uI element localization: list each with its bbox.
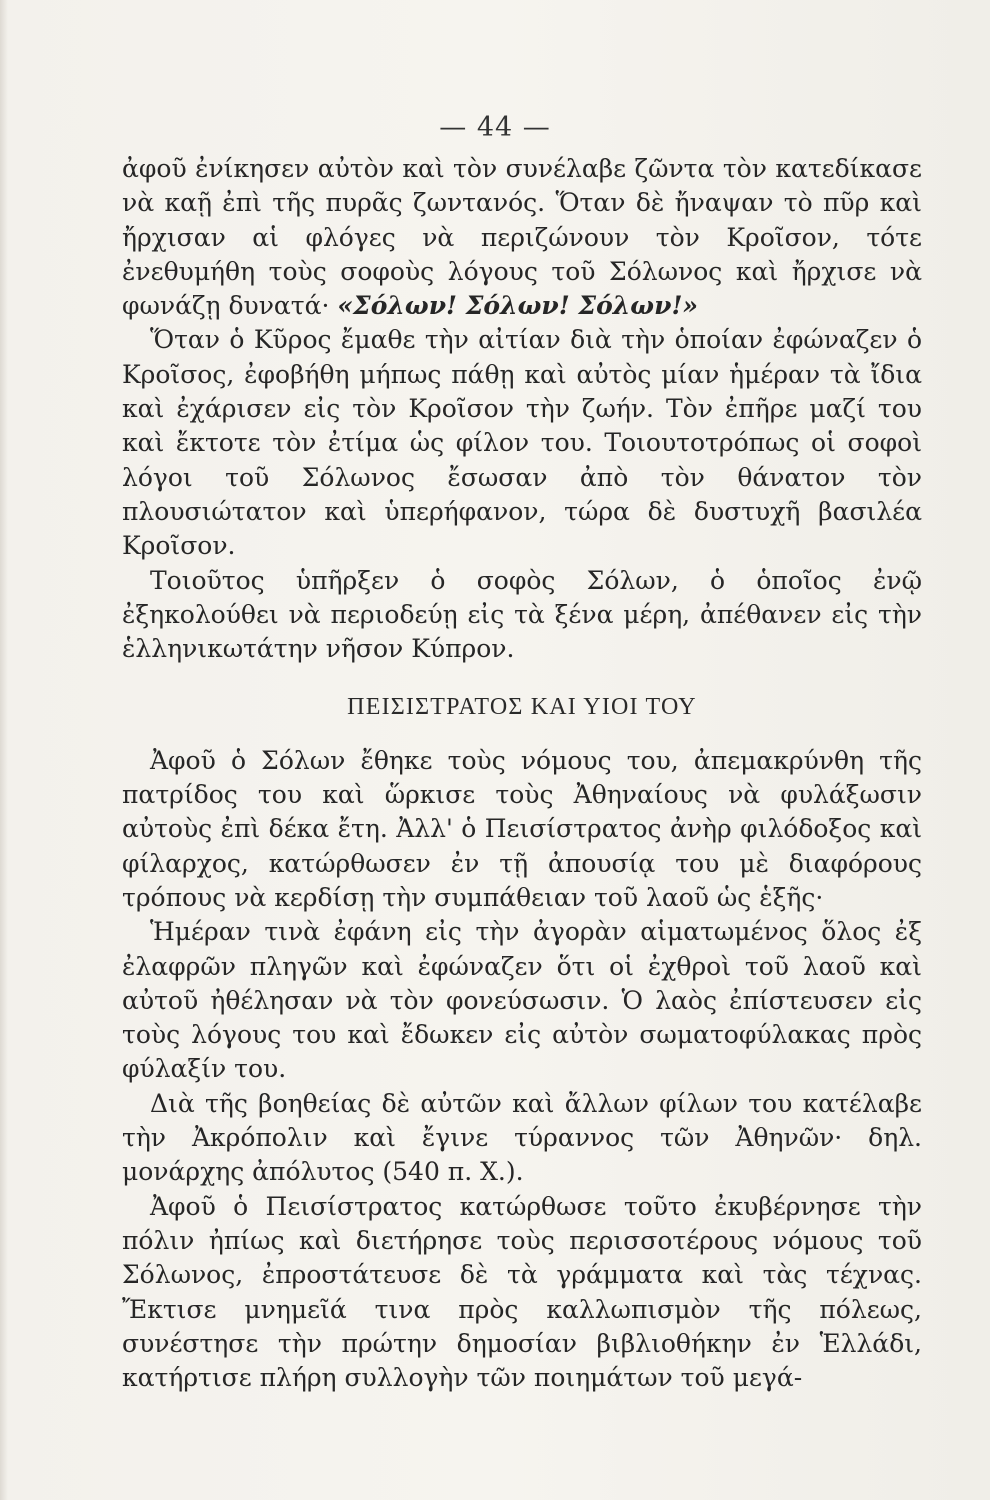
section-heading: ΠΕΙΣΙΣΤΡΑΤΟΣ ΚΑΙ ΥΙΟΙ ΤΟΥ bbox=[347, 694, 697, 721]
solon-exclamation: «Σόλων! Σόλων! Σόλων!» bbox=[337, 291, 699, 321]
paragraph-5: Ἡμέραν τινὰ ἐφάνη εἰς τὴν ἀγορὰν αἱματωμένος ὅλος ἐξ ἐλαφρῶν πληγῶν καὶ ἐφώναζεν ὅτι οἱ ἐχθροὶ τοῦ λαοῦ καὶ αὐτοῦ ἠθέλησαν νὰ τὸν φονεύσωσιν. Ὁ λαὸς ἐπίστευσεν εἰς τοὺς λόγους του καὶ ἔδωκεν εἰς αὐτὸν σωματοφύλακας πρὸς φύλαξίν του. bbox=[122, 917, 922, 1084]
page-edge-shadow bbox=[0, 0, 8, 1500]
paragraph-2: Ὅταν ὁ Κῦρος ἔμαθε τὴν αἰτίαν διὰ τὴν ὁποίαν ἐφώναζεν ὁ Κροῖσος, ἐφοβήθη μήπως πάθῃ καὶ αὐτὸς μίαν ἡμέραν τὰ ἴδια καὶ ἐχάρισεν εἰς τὸν Κροῖσον τὴν ζωήν. Τὸν ἐπῆρε μαζί του καὶ ἔκτοτε τὸν ἐτίμα ὡς φίλον του. Τοιουτοτρόπως οἱ σοφοὶ λόγοι τοῦ Σόλωνος ἔσωσαν ἀπὸ τὸν θάνατον τὸν πλουσιώτατον καὶ ὑπερήφανον, τώρα δὲ δυστυχῆ βασιλέα Κροῖσον. bbox=[122, 325, 922, 561]
paragraph-3: Τοιοῦτος ὑπῆρξεν ὁ σοφὸς Σόλων, ὁ ὁποῖος ἐνῷ ἐξηκολούθει νὰ περιοδεύῃ εἰς τὰ ξένα μέρη, ἀπέθανεν εἰς τὴν ἑλληνικωτάτην νῆσον Κύπρον. bbox=[122, 565, 922, 664]
paragraph-4: Ἀφοῦ ὁ Σόλων ἔθηκε τοὺς νόμους του, ἀπεμακρύνθη τῆς πατρίδος του καὶ ὥρκισε τοὺς Ἀθηναίους νὰ φυλάξωσιν αὐτοὺς ἐπὶ δέκα ἔτη. Ἀλλ' ὁ Πεισίστρατος ἀνὴρ φιλόδοξος καὶ φίλαρχος, κατώρθωσεν ἐν τῇ ἀπουσίᾳ του μὲ διαφόρους τρόπους νὰ κερδίσῃ τὴν συμπάθειαν τοῦ λαοῦ ὡς ἑξῆς· bbox=[122, 745, 922, 912]
paragraph-6: Διὰ τῆς βοηθείας δὲ αὐτῶν καὶ ἄλλων φίλων του κατέλαβε τὴν Ἀκρόπολιν καὶ ἔγινε τύραννος τῶν Ἀθηνῶν· δηλ. μονάρχης ἀπόλυτος (540 π. Χ.). bbox=[122, 1088, 922, 1187]
page-number: — 44 — bbox=[439, 112, 551, 143]
paragraph-1-text: ἀφοῦ ἐνίκησεν αὐτὸν καὶ τὸν συνέλαβε ζῶντα τὸν κατεδίκασε νὰ καῇ ἐπὶ τῆς πυρᾶς ζωντανός. Ὅταν δὲ ἤναψαν τὸ πῦρ καὶ ἤρχισαν αἱ φλόγες νὰ περιζώνουν τὸν Κροῖσον, τότε ἐνεθυμήθη τοὺς σοφοὺς λόγους τοῦ Σόλωνος καὶ ἤρχισε νὰ φωνάζῃ δυνατά· bbox=[122, 154, 922, 321]
page-body bbox=[122, 152, 922, 1395]
paragraph-7: Ἀφοῦ ὁ Πεισίστρατος κατώρθωσε τοῦτο ἐκυβέρνησε τὴν πόλιν ἠπίως καὶ διετήρησε τοὺς περισσοτέρους νόμους τοῦ Σόλωνος, ἐπροστάτευσε δὲ τὰ γράμματα καὶ τὰς τέχνας. Ἔκτισε μνημεῖά τινα πρὸς καλλωπισμὸν τῆς πόλεως, συνέστησε τὴν πρώτην δημοσίαν βιβλιοθήκην ἐν Ἑλλάδι, κατήρτισε πλήρη συλλογὴν τῶν ποιημάτων τοῦ μεγά- bbox=[122, 1191, 922, 1393]
paragraph-1 bbox=[122, 152, 922, 323]
